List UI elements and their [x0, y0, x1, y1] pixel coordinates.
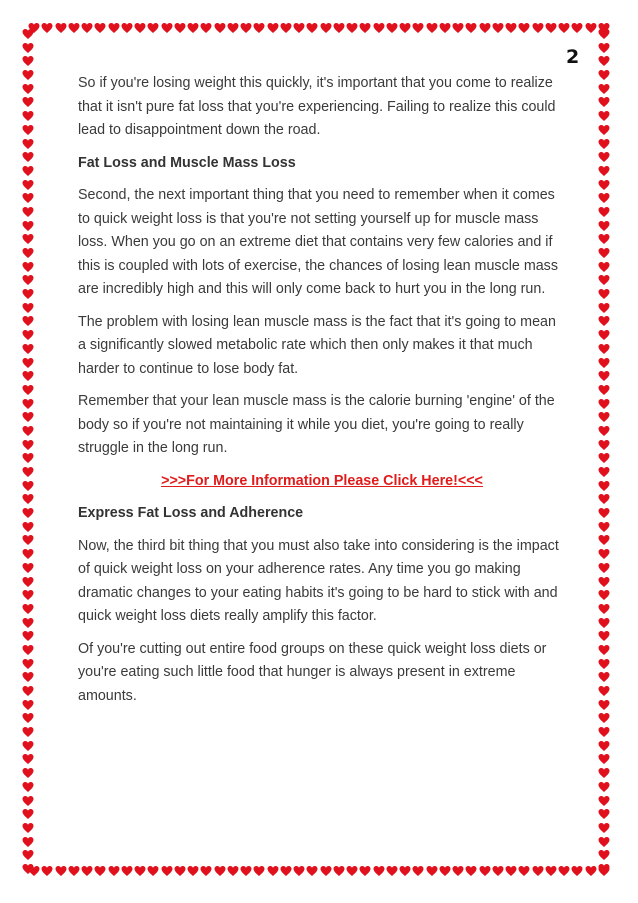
heart-icon [280, 865, 292, 877]
heart-icon [22, 603, 34, 615]
heart-icon [41, 22, 53, 34]
heart-icon [22, 329, 34, 341]
heart-icon [598, 398, 610, 410]
heart-icon [598, 480, 610, 492]
heart-icon [598, 740, 610, 752]
heart-icon [399, 865, 411, 877]
heart-icon [598, 220, 610, 232]
heart-icon [68, 22, 80, 34]
heart-icon [598, 110, 610, 122]
more-info-line [78, 470, 566, 494]
heart-icon [598, 712, 610, 724]
heart-icon [22, 220, 34, 232]
heart-icon [492, 22, 504, 34]
heart-icon [22, 165, 34, 177]
heart-icon [412, 865, 424, 877]
heart-icon [598, 822, 610, 834]
heart-icon [439, 22, 451, 34]
heart-icon [22, 343, 34, 355]
heart-icon [545, 865, 557, 877]
heart-icon [598, 83, 610, 95]
heart-icon [22, 288, 34, 300]
heart-icon [22, 507, 34, 519]
heart-icon [174, 865, 186, 877]
heart-icon [22, 726, 34, 738]
heart-icon [598, 849, 610, 861]
heart-icon [187, 22, 199, 34]
paragraph-metabolic-rate: The problem with losing lean muscle mass is the fact that it's going to mean a significantly slowed metabolic rate which then only makes it that much harder to continue to lose body fat. [78, 313, 556, 377]
heart-icon [452, 865, 464, 877]
heart-icon [22, 548, 34, 560]
heart-icon [22, 69, 34, 81]
heart-icon [22, 315, 34, 327]
heart-icon [598, 96, 610, 108]
heart-icon [598, 288, 610, 300]
heart-icon [505, 865, 517, 877]
heart-icon [147, 22, 159, 34]
heart-icon [81, 22, 93, 34]
heart-icon [22, 466, 34, 478]
heart-icon [161, 865, 173, 877]
heart-icon [306, 22, 318, 34]
heart-icon [598, 466, 610, 478]
heart-icon [22, 55, 34, 67]
heart-icon [22, 630, 34, 642]
heart-icon [22, 576, 34, 588]
heart-icon [22, 480, 34, 492]
heart-icon [22, 808, 34, 820]
heart-icon [22, 753, 34, 765]
heart-icon [22, 699, 34, 711]
heart-icon [121, 865, 133, 877]
heart-icon [22, 411, 34, 423]
heart-icon [41, 865, 53, 877]
heart-icon [598, 671, 610, 683]
heart-icon [22, 562, 34, 574]
heart-icon [598, 357, 610, 369]
heart-icon [22, 712, 34, 724]
heart-icon [479, 22, 491, 34]
heart-icon [598, 261, 610, 273]
heart-icon [22, 425, 34, 437]
heart-icon [22, 28, 34, 40]
heart-icon [22, 151, 34, 163]
heart-icon [227, 865, 239, 877]
heart-icon [333, 865, 345, 877]
heart-icon [598, 576, 610, 588]
heart-icon [240, 865, 252, 877]
heart-icon [598, 302, 610, 314]
heart-icon [22, 617, 34, 629]
heart-icon [598, 274, 610, 286]
heart-icon [598, 603, 610, 615]
heart-icon [22, 302, 34, 314]
heart-icon [253, 22, 265, 34]
heart-icon [598, 658, 610, 670]
heart-icon [598, 452, 610, 464]
heart-icon [214, 865, 226, 877]
heart-icon [55, 22, 67, 34]
heart-icon [598, 343, 610, 355]
heart-icon [598, 781, 610, 793]
heart-icon [598, 233, 610, 245]
heart-icon [333, 22, 345, 34]
heart-icon [200, 865, 212, 877]
heart-icon [68, 865, 80, 877]
heart-icon [267, 22, 279, 34]
paragraph-adherence: Now, the third bit thing that you must also take into considering is the impact of quick weight loss on your adherence rates. Any time you go making dramatic changes to your eating habits it's going to be hard to stick with and quick weight loss diets really amplify this factor. [78, 537, 559, 624]
heart-icon [346, 865, 358, 877]
heart-icon [598, 370, 610, 382]
heart-icon [558, 22, 570, 34]
heart-icon [598, 589, 610, 601]
heart-icon [147, 865, 159, 877]
heart-icon [22, 357, 34, 369]
heart-icon [22, 822, 34, 834]
heart-icon [108, 865, 120, 877]
heart-icon [22, 452, 34, 464]
heart-border-right [598, 28, 616, 875]
heart-icon [598, 124, 610, 136]
heart-icon [598, 534, 610, 546]
heart-icon [598, 507, 610, 519]
heart-icon [598, 548, 610, 560]
heart-icon [280, 22, 292, 34]
heart-icon [22, 658, 34, 670]
heart-icon [598, 28, 610, 40]
heart-icon [22, 644, 34, 656]
heart-icon [465, 865, 477, 877]
heart-icon [571, 865, 583, 877]
heart-icon [22, 836, 34, 848]
heart-icon [598, 439, 610, 451]
heart-icon [22, 233, 34, 245]
heart-icon [598, 562, 610, 574]
document-body [78, 72, 566, 717]
heart-icon [598, 329, 610, 341]
heart-icon [598, 808, 610, 820]
heart-icon [598, 411, 610, 423]
paragraph-intro: So if you're losing weight this quickly, it's important that you come to realize that it isn't pure fat loss that you're experiencing. Failing to realize this could lead to disappointment down the road. [78, 75, 556, 138]
heart-icon [214, 22, 226, 34]
heart-icon [22, 439, 34, 451]
heart-icon [22, 685, 34, 697]
heart-icon [22, 849, 34, 861]
heart-icon [22, 493, 34, 505]
heart-icon [22, 124, 34, 136]
heart-icon [108, 22, 120, 34]
heart-icon [22, 274, 34, 286]
heart-icon [81, 865, 93, 877]
heart-icon [94, 865, 106, 877]
heart-icon [386, 22, 398, 34]
heart-icon [598, 644, 610, 656]
heart-icon [532, 22, 544, 34]
paragraph-muscle-mass-loss: Second, the next important thing that you need to remember when it comes to quick weight loss is that you're not setting yourself up for muscle mass loss. When you go on an extreme diet that contains very few calories and if this is coupled with lots of exercise, the chances of losing lean muscle mass are incredibly high and this will only come back to hurt you in the long run. [78, 187, 558, 297]
heart-icon [598, 753, 610, 765]
heart-icon [174, 22, 186, 34]
heart-icon [134, 865, 146, 877]
heart-icon [571, 22, 583, 34]
heart-icon [518, 22, 530, 34]
heart-icon [22, 863, 34, 875]
heart-icon [598, 315, 610, 327]
heart-icon [598, 192, 610, 204]
heart-icon [22, 740, 34, 752]
heart-icon [598, 165, 610, 177]
heart-icon [598, 521, 610, 533]
heart-icon [598, 726, 610, 738]
heart-icon [585, 22, 597, 34]
heart-icon [598, 69, 610, 81]
heart-icon [465, 22, 477, 34]
heading-adherence: Express Fat Loss and Adherence [78, 505, 304, 521]
heart-icon [346, 22, 358, 34]
heart-icon [121, 22, 133, 34]
heart-icon [22, 589, 34, 601]
heart-icon [505, 22, 517, 34]
heart-icon [598, 206, 610, 218]
heart-icon [585, 865, 597, 877]
heart-icon [187, 865, 199, 877]
heart-icon [22, 206, 34, 218]
heart-icon [267, 865, 279, 877]
heart-icon [22, 795, 34, 807]
heart-icon [306, 865, 318, 877]
heart-icon [22, 42, 34, 54]
heart-icon [359, 22, 371, 34]
heart-icon [598, 151, 610, 163]
heart-icon [386, 865, 398, 877]
heart-icon [492, 865, 504, 877]
heart-icon [94, 22, 106, 34]
heart-icon [598, 493, 610, 505]
heart-icon [22, 83, 34, 95]
heart-icon [598, 795, 610, 807]
heart-icon [558, 865, 570, 877]
heart-icon [227, 22, 239, 34]
heart-icon [426, 865, 438, 877]
heart-icon [22, 138, 34, 150]
heart-icon [22, 384, 34, 396]
heart-icon [479, 865, 491, 877]
heart-icon [598, 863, 610, 875]
heart-icon [320, 22, 332, 34]
heart-icon [200, 22, 212, 34]
page-number: 2 [566, 46, 580, 68]
heart-icon [22, 781, 34, 793]
heart-icon [22, 96, 34, 108]
heart-icon [22, 247, 34, 259]
heart-icon [598, 42, 610, 54]
paragraph-engine: Remember that your lean muscle mass is the calorie burning 'engine' of the body so if you're not maintaining it while you diet, you're going to really struggle in the long run. [78, 393, 555, 456]
heart-icon [598, 699, 610, 711]
heart-icon [55, 865, 67, 877]
heart-icon [22, 110, 34, 122]
more-info-link[interactable]: >>>For More Information Please Click Here!<<< [161, 472, 483, 489]
heart-icon [22, 521, 34, 533]
heart-icon [545, 22, 557, 34]
heart-icon [373, 865, 385, 877]
heart-icon [598, 138, 610, 150]
heart-icon [532, 865, 544, 877]
heart-border-bottom [28, 865, 610, 883]
heart-icon [240, 22, 252, 34]
heart-icon [373, 22, 385, 34]
heart-icon [598, 836, 610, 848]
heart-icon [598, 179, 610, 191]
heart-icon [22, 370, 34, 382]
heart-icon [598, 247, 610, 259]
heart-icon [412, 22, 424, 34]
heart-icon [426, 22, 438, 34]
heart-icon [399, 22, 411, 34]
heading-fat-loss-muscle-mass: Fat Loss and Muscle Mass Loss [78, 154, 296, 171]
heart-icon [598, 767, 610, 779]
heart-icon [598, 425, 610, 437]
heart-icon [22, 398, 34, 410]
heart-border-left [22, 28, 40, 875]
heart-icon [293, 22, 305, 34]
heart-icon [439, 865, 451, 877]
heart-icon [161, 22, 173, 34]
heart-icon [598, 685, 610, 697]
heart-icon [134, 22, 146, 34]
heart-icon [359, 865, 371, 877]
heart-icon [598, 55, 610, 67]
heart-icon [22, 192, 34, 204]
heart-icon [452, 22, 464, 34]
heart-icon [598, 630, 610, 642]
paragraph-food-groups: Of you're cutting out entire food groups on these quick weight loss diets or you're eating such little food that hunger is always present in extreme amounts. [78, 640, 547, 704]
heart-icon [320, 865, 332, 877]
heart-icon [293, 865, 305, 877]
heart-icon [598, 384, 610, 396]
heart-icon [22, 261, 34, 273]
heart-icon [253, 865, 265, 877]
heart-icon [22, 534, 34, 546]
heart-icon [22, 179, 34, 191]
heart-border-top [28, 22, 610, 40]
heart-icon [518, 865, 530, 877]
heart-icon [598, 617, 610, 629]
heart-icon [22, 671, 34, 683]
heart-icon [22, 767, 34, 779]
